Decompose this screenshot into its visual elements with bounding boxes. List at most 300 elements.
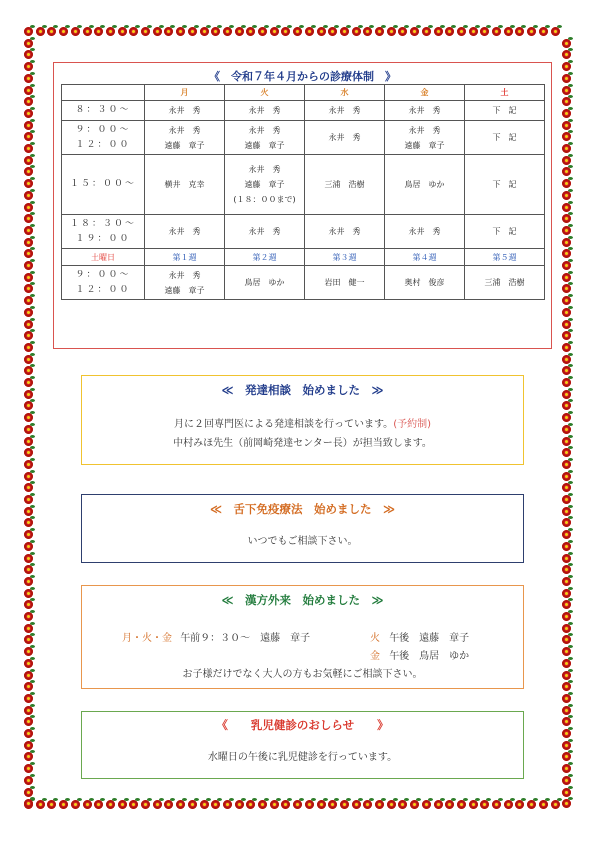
saturday-weeks-row	[62, 249, 545, 266]
saturday-schedule-row	[62, 266, 545, 300]
flower-icon	[551, 800, 560, 809]
flower-icon	[71, 27, 80, 36]
leaf-icon	[568, 364, 573, 367]
leaf-icon	[30, 598, 35, 601]
leaf-icon	[30, 189, 35, 192]
cell-line: 永井 秀	[168, 125, 201, 135]
leaf-icon	[135, 25, 140, 28]
flower-icon	[434, 27, 443, 36]
leaf-icon	[53, 25, 58, 28]
flower-icon	[24, 764, 33, 773]
flower-icon	[211, 27, 220, 36]
leaf-icon	[30, 95, 35, 98]
leaf-icon	[30, 528, 35, 531]
leaf-icon	[568, 271, 573, 274]
flower-icon	[539, 800, 548, 809]
flower-icon	[24, 191, 33, 200]
leaf-icon	[30, 446, 35, 449]
flower-icon	[562, 109, 571, 118]
leaf-icon	[30, 376, 35, 379]
leaf-icon	[568, 294, 573, 297]
leaf-icon	[30, 388, 35, 391]
flower-icon	[24, 483, 33, 492]
doctor-cell	[385, 215, 465, 249]
leaf-icon	[521, 25, 526, 28]
leaf-icon	[568, 598, 573, 601]
leaf-icon	[568, 341, 573, 344]
leaf-icon	[30, 329, 35, 332]
leaf-icon	[124, 25, 129, 28]
flower-icon	[562, 600, 571, 609]
leaf-icon	[334, 798, 339, 801]
flower-icon	[36, 27, 45, 36]
leaf-icon	[568, 388, 573, 391]
leaf-icon	[30, 481, 35, 484]
leaf-icon	[30, 60, 35, 63]
flower-icon	[24, 729, 33, 738]
flower-icon	[562, 97, 571, 106]
flower-icon	[562, 226, 571, 235]
notice-text: 中村みほ先生（前岡崎発達センター長）が担当致します。	[173, 438, 432, 449]
leaf-icon	[217, 25, 222, 28]
leaf-icon	[30, 610, 35, 613]
flower-icon	[562, 308, 571, 317]
leaf-icon	[30, 201, 35, 204]
leaf-icon	[463, 25, 468, 28]
flower-icon	[24, 378, 33, 387]
cell-line: 永井 秀	[328, 133, 361, 142]
flower-icon	[562, 378, 571, 387]
leaf-icon	[568, 657, 573, 660]
flower-icon	[340, 800, 349, 809]
leaf-icon	[521, 798, 526, 801]
flower-icon	[562, 86, 571, 95]
leaf-icon	[568, 306, 573, 309]
leaf-icon	[30, 680, 35, 683]
flower-icon	[527, 27, 536, 36]
flower-icon	[562, 425, 571, 434]
leaf-icon	[568, 376, 573, 379]
leaf-icon	[206, 798, 211, 801]
flower-icon	[24, 671, 33, 680]
leaf-icon	[568, 481, 573, 484]
flower-icon	[24, 554, 33, 563]
leaf-icon	[510, 798, 515, 801]
leaf-icon	[463, 798, 468, 801]
cell-line: 奥村 俊彦	[404, 278, 445, 287]
leaf-icon	[568, 727, 573, 730]
schedule-row	[62, 101, 545, 121]
leaf-icon	[30, 259, 35, 262]
flower-icon	[562, 752, 571, 761]
flower-icon	[24, 261, 33, 270]
flower-icon	[480, 27, 489, 36]
flower-icon	[387, 800, 396, 809]
flower-icon	[562, 366, 571, 375]
flower-icon	[258, 27, 267, 36]
cell-line: ９：００～	[75, 124, 131, 135]
doctor-cell	[465, 101, 545, 121]
doctor-cell	[225, 266, 305, 300]
cell-line: １９：００	[75, 233, 131, 244]
leaf-icon	[170, 798, 175, 801]
flower-icon	[24, 706, 33, 715]
flower-icon	[562, 706, 571, 715]
cell-line: 岩田 健一	[324, 278, 365, 287]
leaf-icon	[510, 25, 515, 28]
leaf-icon	[545, 798, 550, 801]
leaf-icon	[30, 774, 35, 777]
flower-icon	[562, 448, 571, 457]
flower-icon	[539, 27, 548, 36]
flower-icon	[515, 800, 524, 809]
leaf-icon	[568, 154, 573, 157]
flower-icon	[469, 800, 478, 809]
leaf-icon	[30, 130, 35, 133]
flower-icon	[83, 800, 92, 809]
doctor-cell	[145, 266, 225, 300]
kampo-days: 月・火・金	[122, 633, 172, 644]
flower-icon	[562, 437, 571, 446]
week-label: 第５週	[465, 249, 545, 266]
flower-icon	[317, 27, 326, 36]
flower-icon	[24, 273, 33, 282]
flower-icon	[363, 27, 372, 36]
leaf-icon	[159, 25, 164, 28]
leaf-icon	[100, 798, 105, 801]
leaf-icon	[287, 25, 292, 28]
kampo-day: 火	[370, 633, 380, 644]
leaf-icon	[30, 645, 35, 648]
flower-icon	[235, 800, 244, 809]
kampo-day: 金	[370, 651, 380, 662]
leaf-icon	[568, 692, 573, 695]
leaf-icon	[311, 798, 316, 801]
flower-icon	[24, 284, 33, 293]
leaf-icon	[369, 798, 374, 801]
leaf-icon	[30, 692, 35, 695]
flower-icon	[562, 132, 571, 141]
leaf-icon	[30, 212, 35, 215]
flower-icon	[422, 800, 431, 809]
flower-icon	[24, 448, 33, 457]
day-header: 火	[225, 85, 305, 101]
flower-icon	[445, 800, 454, 809]
leaf-icon	[112, 25, 117, 28]
flower-icon	[562, 589, 571, 598]
doctor-cell	[305, 215, 385, 249]
leaf-icon	[568, 762, 573, 765]
leaf-icon	[568, 318, 573, 321]
flower-icon	[562, 507, 571, 516]
flower-icon	[293, 800, 302, 809]
flower-icon	[562, 144, 571, 153]
flower-icon	[118, 800, 127, 809]
doctor-cell	[385, 266, 465, 300]
cell-line: 三浦 浩樹	[484, 278, 525, 287]
flower-icon	[106, 27, 115, 36]
time-slot	[62, 155, 145, 215]
flower-icon	[562, 518, 571, 527]
leaf-icon	[30, 470, 35, 473]
flower-icon	[562, 554, 571, 563]
flower-icon	[24, 226, 33, 235]
cell-line: １２：００	[75, 284, 131, 295]
doctor-cell	[385, 121, 465, 155]
flower-icon	[515, 27, 524, 36]
flower-icon	[24, 647, 33, 656]
flower-icon	[24, 167, 33, 176]
day-header: 月	[145, 85, 225, 101]
cell-line: 永井 秀	[168, 270, 201, 280]
leaf-icon	[358, 25, 363, 28]
flower-icon	[562, 401, 571, 410]
leaf-icon	[428, 798, 433, 801]
leaf-icon	[30, 247, 35, 250]
leaf-icon	[229, 25, 234, 28]
flower-icon	[176, 27, 185, 36]
leaf-icon	[416, 798, 421, 801]
leaf-icon	[568, 60, 573, 63]
leaf-icon	[30, 411, 35, 414]
flower-icon	[562, 694, 571, 703]
flower-icon	[24, 39, 33, 48]
leaf-icon	[568, 212, 573, 215]
leaf-icon	[30, 353, 35, 356]
leaf-icon	[440, 798, 445, 801]
kampo-schedule: 午前９：３０～ 遠藤 章子	[180, 633, 311, 644]
leaf-icon	[264, 25, 269, 28]
leaf-icon	[287, 798, 292, 801]
flower-icon	[562, 261, 571, 270]
schedule-section	[53, 62, 552, 349]
leaf-icon	[30, 727, 35, 730]
day-header: 金	[385, 85, 465, 101]
leaf-icon	[568, 435, 573, 438]
leaf-icon	[30, 37, 35, 40]
sublingual-immunotherapy-notice	[81, 494, 524, 563]
leaf-icon	[568, 353, 573, 356]
flower-icon	[562, 741, 571, 750]
leaf-icon	[568, 247, 573, 250]
flower-icon	[562, 296, 571, 305]
kampo-schedule: 午後 遠藤 章子	[389, 633, 470, 644]
flower-icon	[492, 27, 501, 36]
leaf-icon	[568, 130, 573, 133]
leaf-icon	[30, 505, 35, 508]
flower-icon	[24, 238, 33, 247]
leaf-icon	[498, 25, 503, 28]
schedule-title: 《 令和７年４月からの診療体制 》	[209, 70, 396, 83]
flower-icon	[410, 27, 419, 36]
flower-icon	[363, 800, 372, 809]
flower-icon	[469, 27, 478, 36]
leaf-icon	[568, 224, 573, 227]
leaf-icon	[30, 341, 35, 344]
flower-icon	[24, 308, 33, 317]
flower-icon	[562, 647, 571, 656]
leaf-icon	[30, 107, 35, 110]
flower-icon	[551, 27, 560, 36]
flower-icon	[24, 203, 33, 212]
doctor-cell	[225, 121, 305, 155]
flower-icon	[24, 694, 33, 703]
cell-line: 下 記	[492, 180, 517, 189]
flower-icon	[562, 214, 571, 223]
flower-icon	[24, 589, 33, 598]
notice-text: 水曜日の午後に乳児健診を行っています。	[207, 752, 398, 763]
flower-icon	[24, 495, 33, 504]
flower-icon	[164, 27, 173, 36]
doctor-cell	[465, 215, 545, 249]
flower-icon	[24, 27, 33, 36]
doctor-cell	[305, 101, 385, 121]
flower-icon	[24, 624, 33, 633]
cell-line: 三浦 浩樹	[324, 180, 365, 189]
leaf-icon	[30, 435, 35, 438]
notice-title: ≪ 漢方外来 始めました ≫	[221, 593, 384, 607]
leaf-icon	[30, 587, 35, 590]
leaf-icon	[252, 25, 257, 28]
flower-icon	[24, 425, 33, 434]
leaf-icon	[30, 236, 35, 239]
flower-icon	[562, 659, 571, 668]
leaf-icon	[30, 657, 35, 660]
leaf-icon	[381, 25, 386, 28]
leaf-icon	[568, 669, 573, 672]
leaf-icon	[568, 95, 573, 98]
cell-line: 永井 秀	[328, 227, 361, 236]
flower-icon	[562, 799, 571, 808]
flower-icon	[24, 144, 33, 153]
flower-icon	[562, 413, 571, 422]
flower-icon	[24, 659, 33, 668]
leaf-icon	[100, 25, 105, 28]
flower-icon	[457, 27, 466, 36]
flower-icon	[36, 800, 45, 809]
leaf-icon	[568, 645, 573, 648]
leaf-icon	[568, 236, 573, 239]
flower-icon	[562, 284, 571, 293]
leaf-icon	[404, 25, 409, 28]
cell-line: 横井 克幸	[164, 180, 205, 189]
flower-icon	[24, 518, 33, 527]
flower-icon	[24, 355, 33, 364]
doctor-cell	[305, 266, 385, 300]
flower-icon	[281, 27, 290, 36]
leaf-icon	[77, 25, 82, 28]
cell-line: 永井 秀	[168, 106, 201, 115]
flower-icon	[24, 776, 33, 785]
cell-line: 永井 秀	[408, 106, 441, 115]
leaf-icon	[30, 493, 35, 496]
flower-icon	[24, 635, 33, 644]
flower-icon	[24, 331, 33, 340]
flower-icon	[24, 600, 33, 609]
leaf-icon	[451, 798, 456, 801]
flower-icon	[47, 27, 56, 36]
leaf-icon	[30, 364, 35, 367]
flower-icon	[562, 121, 571, 130]
leaf-icon	[182, 25, 187, 28]
flower-icon	[492, 800, 501, 809]
flower-icon	[24, 437, 33, 446]
leaf-icon	[568, 715, 573, 718]
cell-line: 永井 秀	[248, 106, 281, 115]
flower-icon	[562, 483, 571, 492]
development-consult-notice	[81, 375, 524, 465]
flower-icon	[562, 612, 571, 621]
flower-icon	[211, 800, 220, 809]
leaf-icon	[568, 739, 573, 742]
flower-icon	[562, 355, 571, 364]
leaf-icon	[404, 798, 409, 801]
leaf-icon	[30, 563, 35, 566]
leaf-icon	[30, 72, 35, 75]
leaf-icon	[30, 540, 35, 543]
flower-icon	[562, 460, 571, 469]
leaf-icon	[65, 798, 70, 801]
flower-icon	[281, 800, 290, 809]
leaf-icon	[229, 798, 234, 801]
week-label: 第１週	[145, 249, 225, 266]
leaf-icon	[568, 84, 573, 87]
leaf-icon	[568, 72, 573, 75]
flower-icon	[24, 717, 33, 726]
flower-icon	[352, 27, 361, 36]
flower-icon	[188, 800, 197, 809]
flower-icon	[223, 800, 232, 809]
doctor-cell	[145, 215, 225, 249]
flower-icon	[235, 27, 244, 36]
flower-icon	[562, 62, 571, 71]
flower-icon	[24, 74, 33, 83]
flower-icon	[562, 671, 571, 680]
leaf-icon	[147, 25, 152, 28]
flower-icon	[562, 320, 571, 329]
leaf-icon	[299, 798, 304, 801]
flower-icon	[480, 800, 489, 809]
leaf-icon	[276, 25, 281, 28]
leaf-icon	[381, 798, 386, 801]
flower-icon	[24, 179, 33, 188]
cell-line: 遠藤 章子	[404, 140, 445, 150]
flower-icon	[504, 800, 513, 809]
flower-icon	[83, 27, 92, 36]
leaf-icon	[557, 798, 562, 801]
flower-icon	[375, 27, 384, 36]
flower-icon	[328, 27, 337, 36]
leaf-icon	[30, 154, 35, 157]
flower-icon	[562, 50, 571, 59]
cell-line: 永井 秀	[248, 125, 281, 135]
flower-icon	[434, 800, 443, 809]
leaf-icon	[30, 704, 35, 707]
flower-icon	[24, 577, 33, 586]
flower-icon	[293, 27, 302, 36]
flower-icon	[24, 530, 33, 539]
leaf-icon	[182, 798, 187, 801]
leaf-icon	[568, 259, 573, 262]
flower-icon	[24, 460, 33, 469]
leaf-icon	[568, 189, 573, 192]
flower-icon	[94, 27, 103, 36]
leaf-icon	[568, 622, 573, 625]
leaf-icon	[568, 552, 573, 555]
leaf-icon	[568, 107, 573, 110]
flower-icon	[562, 776, 571, 785]
flower-icon	[153, 27, 162, 36]
